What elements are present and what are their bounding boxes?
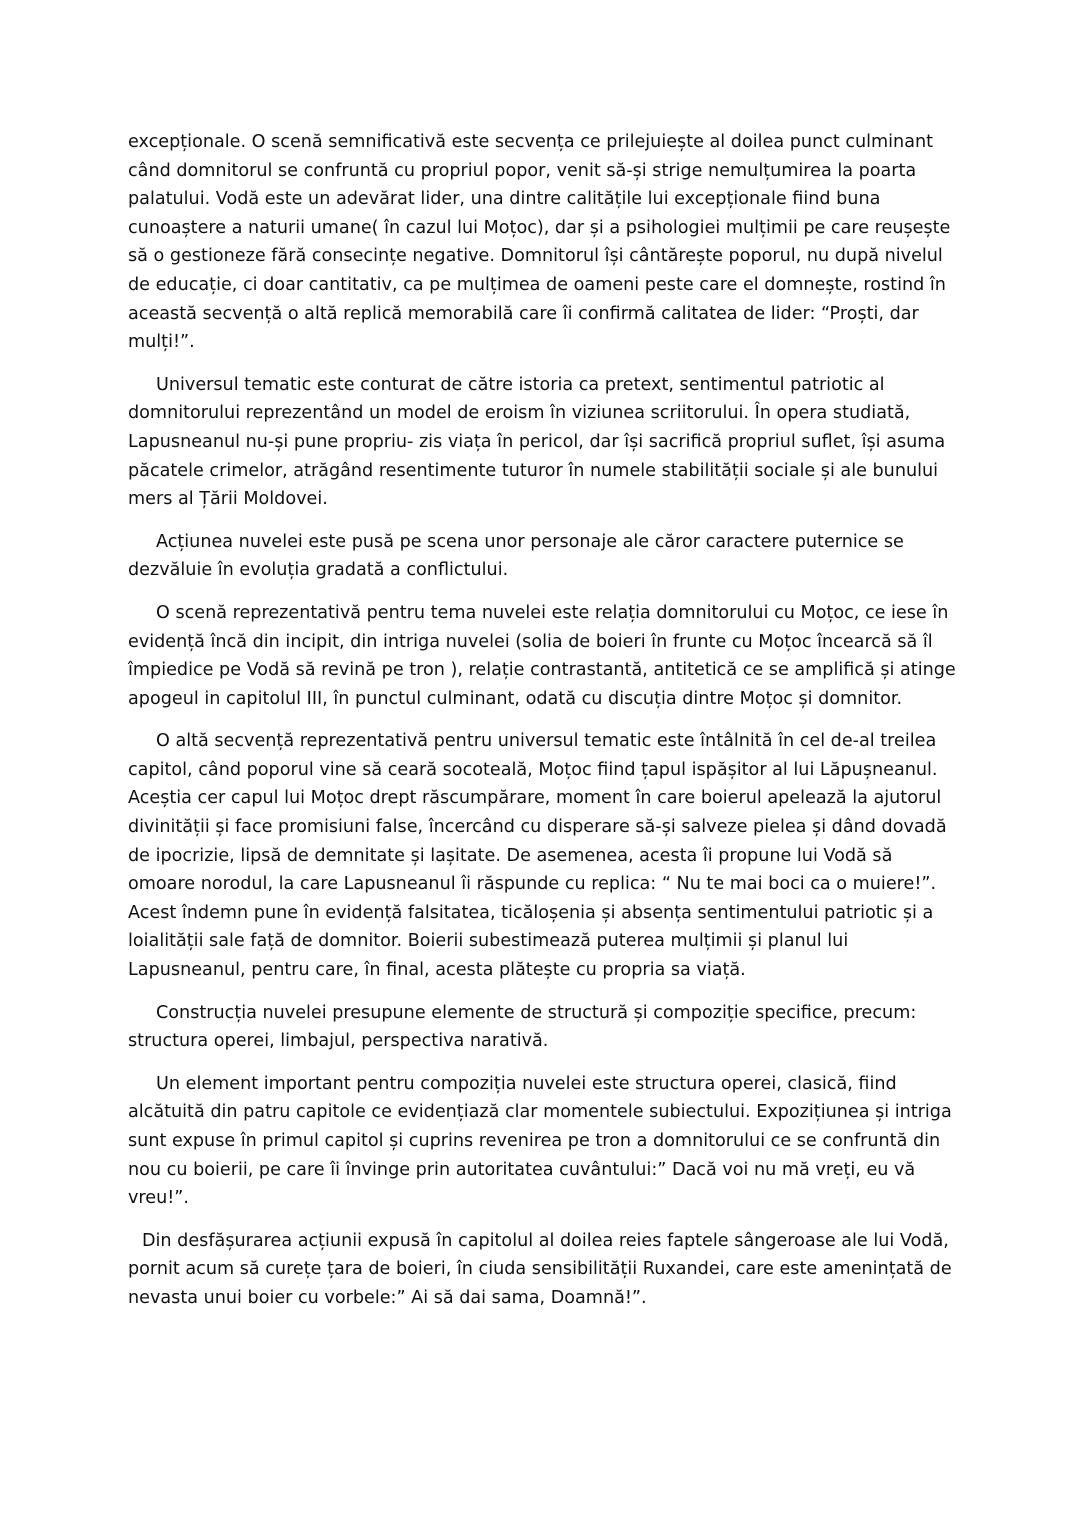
document-page — [128, 128, 958, 1327]
paragraph: O scenă reprezentativă pentru tema nuvelei este relația domnitorului cu Moțoc, ce iese în evidență încă din incipit, din intriga nuvelei (solia de boieri în frunte cu Moțoc încearcă să îl împiedice pe Vodă să revină pe tron ), relație contrastantă, antitetică ce se amplifică și atinge apogeul in capitolul III, în punctul culminant, odată cu discuția dintre Moțoc și domnitor. — [128, 602, 956, 709]
paragraph: O altă secvență reprezentativă pentru universul tematic este întâlnită în cel de-al treilea capitol, când poporul vine să ceară socoteală, Moțoc fiind țapul ispășitor al lui Lăpușneanul. Aceștia cer capul lui Moțoc drept răscumpărare, moment în care boierul apelează la ajutorul divinității și face promisiuni false, încercând cu disperare să-și salveze pielea și dând dovadă de ipocrizie, lipsă de demnitate și lașitate. De asemenea, acesta îi propune lui Vodă să omoare norodul, la care Lapusneanul îi răspunde cu replica: “ Nu te mai boci ca o muiere!”. Acest îndemn pune în evidență falsitatea, ticăloșenia și absența sentimentului patriotic și a loialității sale față de domnitor. Boierii subestimează puterea mulțimii și planul lui Lapusneanul, pentru care, în final, acesta plătește cu propria sa viață. — [128, 731, 947, 981]
paragraph: Construcția nuvelei presupune elemente de structură și compoziție specifice, precum: structura operei, limbajul, perspectiva narativă. — [128, 1002, 917, 1052]
paragraph: excepționale. O scenă semnificativă este secvența ce prilejuiește al doilea punct culminant când domnitorul se confruntă cu propriul popor, venit să-și strige nemulțumirea la poarta palatului. Vodă este un adevărat lider, una dintre calitățile lui excepționale fiind buna cunoaștere a naturii umane( în cazul lui Moțoc), dar și a psihologiei mulțimii pe care reușește să o gestioneze fără consecințe negative. Domnitorul își cântărește poporul, nu după nivelul de educație, ci doar cantitativ, ca pe mulțimea de oameni peste care el domnește, rostind în această secvență o altă replică memorabilă care îi confirmă calitatea de lider: “Proști, dar mulți!”. — [128, 132, 951, 353]
paragraph: Din desfășurarea acțiunii expusă în capitolul al doilea reies faptele sângeroase ale lui Vodă, pornit acum să curețe țara de boieri, în ciuda sensibilității Ruxandei, care este amenințată de nevasta unui boier cu vorbele:” Ai să dai sama, Doamnă!”. — [128, 1230, 952, 1308]
paragraph: Acțiunea nuvelei este pusă pe scena unor personaje ale căror caractere puternice se dezvăluie în evoluția gradată a conflictului. — [128, 531, 904, 581]
paragraph: Un element important pentru compoziția nuvelei este structura operei, clasică, fiind alcătuită din patru capitole ce evidențiază clar momentele subiectului. Expozițiunea și intriga sunt expuse în primul capitol și cuprins revenirea pe tron a domnitorului ce se confruntă din nou cu boierii, pe care îi învinge prin autoritatea cuvântului:” Dacă voi nu mă vreți, eu vă vreu!”. — [128, 1073, 952, 1209]
paragraph: Universul tematic este conturat de către istoria ca pretext, sentimentul patriotic al domnitorului reprezentând un model de eroism în viziunea scriitorului. În opera studiată, Lapusneanul nu-și pune propriu- zis viața în pericol, dar își sacrifică propriul suflet, își asuma păcatele crimelor, atrăgând resentimente tuturor în numele stabilității sociale și ale bunului mers al Țării Moldovei. — [128, 374, 946, 510]
